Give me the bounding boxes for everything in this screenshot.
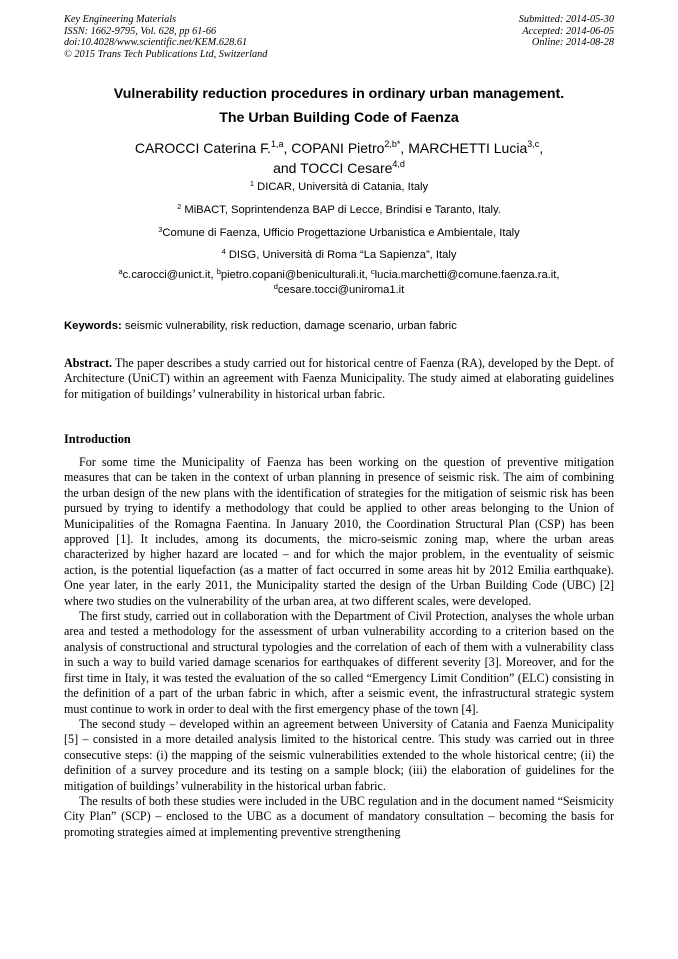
abstract bbox=[64, 356, 614, 402]
affiliation-text: DISG, Università di Roma “La Sapienza”, Italy bbox=[228, 249, 457, 261]
journal-info bbox=[64, 14, 267, 60]
email-link[interactable]: c.carocci@unict.it, bbox=[122, 269, 217, 281]
online-date: Online: 2014-08-28 bbox=[531, 37, 614, 48]
accepted-date: Accepted: 2014-06-05 bbox=[522, 25, 614, 37]
author-sep: , bbox=[539, 140, 544, 156]
affiliation-sup: 2 bbox=[177, 202, 182, 211]
email-link[interactable]: cesare.tocci@uniroma1.it bbox=[277, 284, 405, 296]
title-line-2: The Urban Building Code of Faenza bbox=[219, 110, 459, 126]
emails-line-2 bbox=[30, 283, 648, 298]
emails-line-1 bbox=[30, 268, 648, 283]
paragraph: The results of both these studies were included in the UBC regulation and in the document named “Seismicity City Plan” (SCP) – enclosed to the UBC as a document of mandatory consultation – becoming the basis for promoting strategies aimed at implementing preventive strengthening bbox=[64, 793, 614, 839]
keywords bbox=[64, 320, 614, 332]
author-name: TOCCI Cesare bbox=[300, 160, 393, 176]
author-sep: , bbox=[400, 140, 405, 156]
author-name: CAROCCI Caterina F. bbox=[134, 140, 271, 156]
email-link[interactable]: lucia.marchetti@comune.faenza.ra.it, bbox=[374, 269, 560, 281]
abstract-text: The paper describes a study carried out for historical centre of Faenza (RA), developed by the Dept. of Architecture (UniCT) within an agreement with Faenza Municipality. The study aimed at elaborating guidelines for mitigation of buildings’ vulnerability in historical urban fabric. bbox=[64, 356, 614, 401]
affiliation bbox=[30, 227, 648, 239]
authors-line-2 bbox=[30, 158, 648, 178]
affiliation-sup: 1 bbox=[249, 179, 255, 188]
paragraph: The first study, carried out in collaboration with the Department of Civil Protection, analyses the whole urban area and tested a methodology for the assessment of urban vulnerability according to a criterion based on the analysis of constructional and structural typologies and the correlation of each of them with a vulnerability class in such a way to build varied damage scenarios for earthquakes of different severity [3]. Moreover, and for the first time in Italy, it was tested the evaluation of the so called “Emergency Limit Condition” (ELC) consisting in the definition of a part of the urban fabric in which, after a seismic event, the infrastructural strategic system must continue to work in order to deal with the first emergency phase of the town [4]. bbox=[64, 609, 614, 716]
keywords-text: seismic vulnerability, risk reduction, damage scenario, urban fabric bbox=[121, 320, 457, 332]
email-sup: c bbox=[370, 267, 375, 276]
author-name: MARCHETTI Lucia bbox=[408, 140, 528, 156]
submitted-date: Submitted: 2014-05-30 bbox=[518, 14, 614, 25]
abstract-label: Abstract. bbox=[64, 356, 113, 370]
author-and: and bbox=[273, 160, 297, 176]
email-link[interactable]: pietro.copani@beniculturali.it, bbox=[220, 269, 371, 281]
affiliation bbox=[30, 204, 648, 216]
title-line-1: Vulnerability reduction procedures in ordinary urban management. bbox=[113, 86, 565, 102]
email-sup: d bbox=[273, 282, 278, 291]
introduction-body bbox=[64, 455, 614, 840]
journal-issn: ISSN: 1662-9795, Vol. 628, pp 61-66 bbox=[64, 25, 217, 37]
submission-dates bbox=[519, 14, 614, 49]
journal-copyright: © 2015 Trans Tech Publications Ltd, Switzerland bbox=[64, 48, 268, 60]
author-list bbox=[30, 138, 648, 178]
author-sup: 2,b* bbox=[384, 139, 401, 149]
author-sup: 4,d bbox=[392, 159, 405, 169]
paragraph: For some time the Municipality of Faenza has been working on the question of preventive mitigation measures that can be taken in the context of urban planning in presence of seismic risk. The aim of combining the urban design of the new plans with the identification of strategies for the mitigation of seismic risk has been pursued by trying to identify a methodology that could be applied to other areas belonging to the Union of Municipalities of the Romagna Faentina. In January 2010, the Coordination Structural Plan (CSP) has been approved [1]. It includes, among its documents, the micro-seismic zoning map, where the urban areas characterized by higher hazard are located – and for which the major problem, in the eventuality of seismic action, is the potential liquefaction (as a matter of fact occurred in some areas hit by 2012 Emilia earthquake). One year later, in the early 2011, the Municipality started the design of the Urban Building Code (UBC) [2] where two studies on the vulnerability of the urban area, at two different scales, were developed. bbox=[64, 455, 614, 608]
affiliation bbox=[30, 249, 648, 261]
email-sup: b bbox=[216, 267, 221, 276]
authors-line-1 bbox=[30, 138, 648, 158]
journal-doi: doi:10.4028/www.scientific.net/KEM.628.61 bbox=[64, 37, 248, 48]
affiliation-text: MiBACT, Soprintendenza BAP di Lecce, Brindisi e Taranto, Italy. bbox=[184, 204, 501, 216]
keywords-label: Keywords: bbox=[64, 320, 122, 332]
affiliation-text: DICAR, Università di Catania, Italy bbox=[257, 181, 429, 193]
section-heading: Introduction bbox=[64, 432, 131, 446]
paper-title bbox=[40, 82, 638, 130]
affiliation bbox=[30, 181, 648, 193]
affiliation-sup: 3 bbox=[158, 225, 163, 234]
author-sep: , bbox=[283, 140, 288, 156]
email-sup: a bbox=[118, 267, 123, 276]
journal-name: Key Engineering Materials bbox=[64, 14, 177, 25]
author-name: COPANI Pietro bbox=[291, 140, 385, 156]
affiliation-text: Comune di Faenza, Ufficio Progettazione Urbanistica e Ambientale, Italy bbox=[162, 227, 520, 239]
paragraph: The second study – developed within an agreement between University of Catania and Faenza Municipality [5] – consisted in a more detailed analysis limited to the historical centre. This study was carried out in three consecutive steps: (i) the mapping of the seismic vulnerabilities extended to the whole historical centre; (ii) the definition of a survey procedure and its testing on a sample block; (iii) the elaboration of guidelines for the mitigation of buildings’ vulnerability in the historical urban fabric. bbox=[64, 716, 614, 793]
email-list bbox=[30, 268, 648, 298]
author-sup: 3,c bbox=[527, 139, 540, 149]
affiliation-sup: 4 bbox=[221, 247, 226, 256]
author-sup: 1,a bbox=[271, 139, 284, 149]
